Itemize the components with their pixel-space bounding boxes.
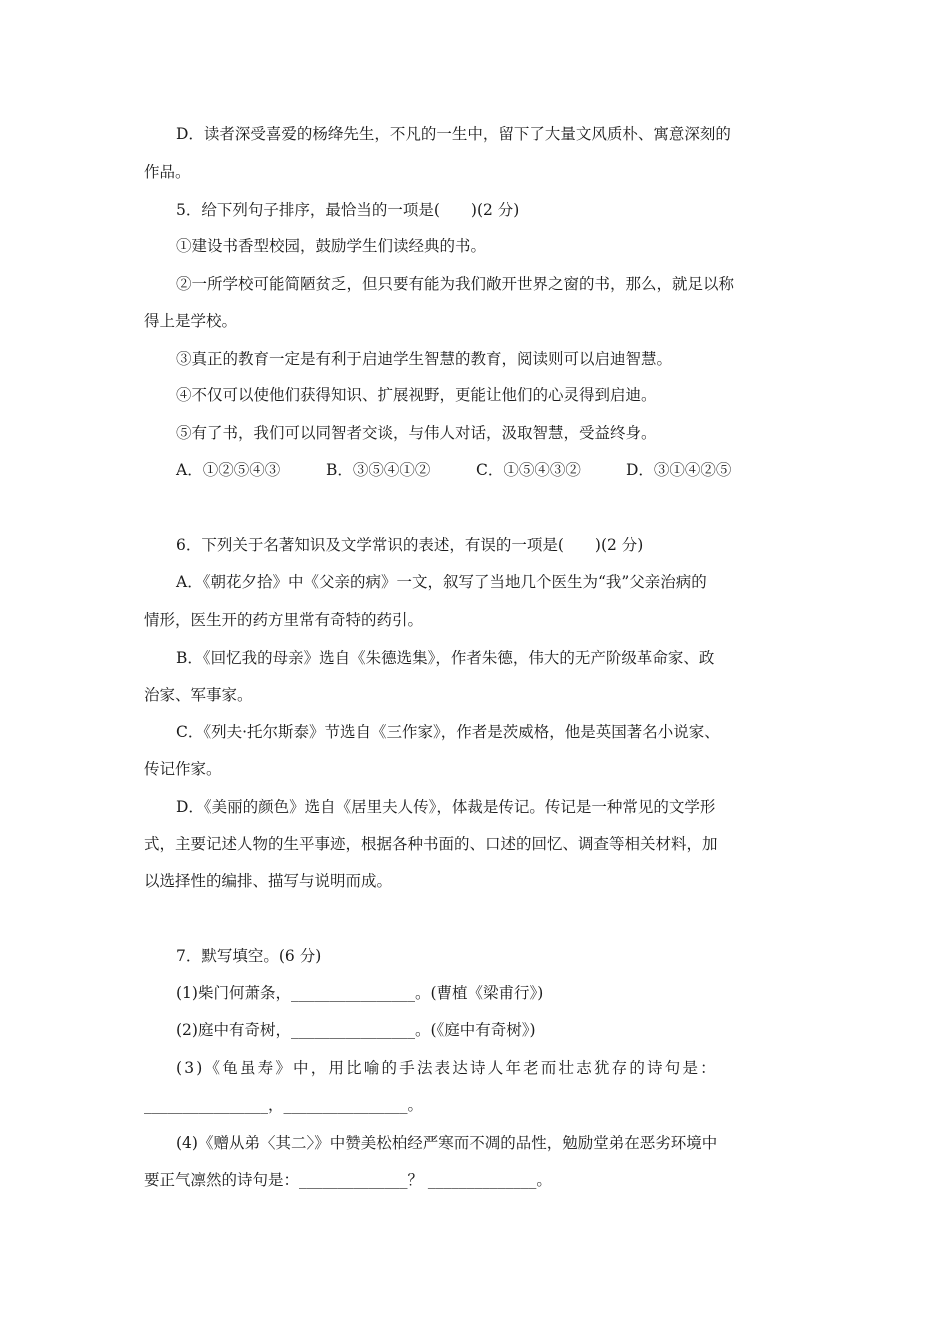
q5-stem: 5．给下列句子排序，最恰当的一项是( )(2 分): [176, 201, 520, 219]
q5-option-d: D．③①④②⑤: [626, 461, 732, 479]
q6-option-d-line1: D．《美丽的颜色》选自《居里夫人传》，体裁是传记。传记是一种常见的文学形: [176, 798, 716, 816]
q6-option-b-line1: B．《回忆我的母亲》选自《朱德选集》，作者朱德，伟大的无产阶级革命家、政: [176, 649, 715, 667]
q7-item-4-line1: (4)《赠从弟〈其二〉》中赞美松柏经严寒而不凋的品性，勉励堂弟在恶劣环境中: [176, 1134, 718, 1152]
q6-stem: 6．下列关于名著知识及文学常识的表述，有误的一项是( )(2 分): [176, 536, 644, 554]
q7-item-3-line1: (3)《龟虽寿》中，用比喻的手法表达诗人年老而壮志犹存的诗句是：: [176, 1059, 718, 1077]
q4-option-d-line1: D．读者深受喜爱的杨绛先生，不凡的一生中，留下了大量文风质朴、寓意深刻的: [176, 125, 731, 143]
q5-sentence-2-line2: 得上是学校。: [144, 312, 238, 330]
q5-sentence-2-line1: ②一所学校可能简陋贫乏，但只要有能为我们敞开世界之窗的书，那么，就足以称: [176, 275, 735, 293]
q4-option-d-line2: 作品。: [144, 163, 191, 181]
q7-item-1: (1)柴门何萧条，________________。(曹植《梁甫行》): [176, 984, 544, 1002]
q5-option-c: C．①⑤④③②: [476, 461, 581, 479]
q5-sentence-5: ⑤有了书，我们可以同智者交谈，与伟人对话，汲取智慧，受益终身。: [176, 424, 657, 442]
q6-option-c-line1: C．《列夫·托尔斯泰》节选自《三作家》，作者是茨威格，他是英国著名小说家、: [176, 723, 720, 741]
q6-option-d-line2: 式，主要记述人物的生平事迹，根据各种书面的、口述的回忆、调查等相关材料，加: [144, 835, 718, 853]
q7-item-4-line2: 要正气凛然的诗句是：______________？ ______________。: [144, 1171, 552, 1189]
q7-item-2: (2)庭中有奇树，________________。(《庭中有奇树》): [176, 1021, 536, 1039]
q5-sentence-1: ①建设书香型校园，鼓励学生们读经典的书。: [176, 237, 487, 255]
q5-sentence-4: ④不仅可以使他们获得知识、扩展视野，更能让他们的心灵得到启迪。: [176, 386, 657, 404]
q6-option-b-line2: 治家、军事家。: [144, 686, 253, 704]
q6-option-a-line2: 情形，医生开的药方里常有奇特的药引。: [144, 611, 424, 629]
q5-option-b: B．③⑤④①②: [326, 461, 431, 479]
q5-sentence-3: ③真正的教育一定是有利于启迪学生智慧的教育，阅读则可以启迪智慧。: [176, 350, 673, 368]
q7-item-3-line2: ________________，________________。: [144, 1096, 424, 1114]
q6-option-c-line2: 传记作家。: [144, 760, 222, 778]
q6-option-d-line3: 以选择性的编排、描写与说明而成。: [144, 872, 393, 890]
q5-options: [176, 460, 731, 480]
q5-option-a: A．①②⑤④③: [176, 461, 281, 479]
q6-option-a-line1: A．《朝花夕拾》中《父亲的病》一文，叙写了当地几个医生为“我”父亲治病的: [176, 573, 707, 591]
q7-stem: 7．默写填空。(6 分): [176, 947, 322, 965]
